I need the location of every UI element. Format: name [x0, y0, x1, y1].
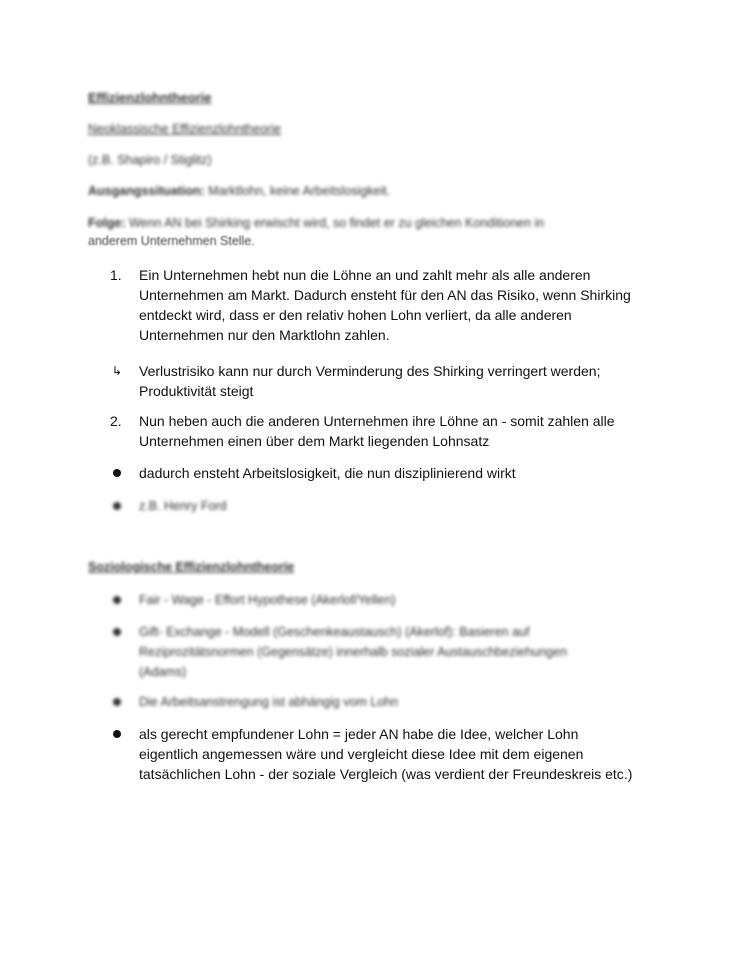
list-item-line: Die Arbeitsanstrengung ist abhängig vom Lohn: [139, 695, 399, 709]
list-item-line: Ein Unternehmen hebt nun die Löhne an und zahlt mehr als alle anderen: [139, 267, 591, 283]
example-reference: (z.B. Shapiro / Stiglitz): [88, 153, 212, 167]
consequence-label: Folge:: [88, 216, 126, 230]
list-item-line: Unternehmen am Markt. Dadurch ensteht für den AN das Risiko, wenn Shirking: [139, 287, 631, 303]
consequence-line: [88, 216, 544, 230]
list-item-line: Fair - Wage - Effort Hypothese (Akerlof/Yellen): [139, 593, 396, 607]
list-item-line: Produktivität steigt: [139, 383, 254, 399]
list-item-line: (Adams): [139, 665, 187, 679]
bullet-icon: [113, 730, 121, 738]
section-subtitle: Neoklassische Effizienzlohntheorie: [88, 122, 281, 136]
consequence-text-2: anderem Unternehmen Stelle.: [88, 234, 255, 248]
situation-line: [88, 184, 390, 198]
list-item-line: Verlustrisiko kann nur durch Verminderung des Shirking verringert werden;: [139, 363, 601, 379]
bullet-icon: [113, 628, 121, 636]
bullet-icon: [113, 596, 121, 604]
bullet-icon: [113, 469, 121, 477]
situation-label: Ausgangssituation:: [88, 184, 205, 198]
list-item-line: eigentlich angemessen wäre und vergleicht diese Idee mit dem eigenen: [139, 746, 584, 762]
list-item-line: entdeckt wird, dass er den relativ hohen Lohn verliert, da alle anderen: [139, 307, 572, 323]
section-title: Soziologische Effizienzlohntheorie: [88, 560, 295, 574]
list-item-line: Nun heben auch die anderen Unternehmen ihre Löhne an - somit zahlen alle: [139, 413, 615, 429]
consequence-text-1: Wenn AN bei Shirking erwischt wird, so findet er zu gleichen Konditionen in: [128, 216, 545, 230]
document-title: Effizienzlohntheorie: [88, 90, 212, 105]
list-number: 2.: [110, 413, 122, 429]
list-item-line: dadurch ensteht Arbeitslosigkeit, die nun disziplinierend wirkt: [139, 465, 516, 481]
bullet-icon: [113, 698, 121, 706]
list-item-line: als gerecht empfundener Lohn = jeder AN habe die Idee, welcher Lohn: [139, 726, 579, 742]
list-item-line: z.B. Henry Ford: [139, 499, 227, 513]
list-item-line: Gift- Exchange - Modell (Geschenkeaustausch) (Akerlof): Basieren auf: [139, 625, 530, 639]
arrow-icon: ↳: [112, 364, 123, 378]
list-item-line: tatsächlichen Lohn - der soziale Vergleich (was verdient der Freundeskreis etc.): [139, 766, 633, 782]
situation-text: Marktlohn, keine Arbeitslosigkeit.: [208, 184, 391, 198]
list-item-line: Reziprozitätsnormen (Gegensätze) innerhalb sozialer Austauschbeziehungen: [139, 645, 568, 659]
list-number: 1.: [110, 267, 122, 283]
list-item-line: Unternehmen einen über dem Markt liegenden Lohnsatz: [139, 433, 490, 449]
bullet-icon: [113, 502, 121, 510]
list-item-line: Unternehmen nur den Marktlohn zahlen.: [139, 327, 390, 343]
